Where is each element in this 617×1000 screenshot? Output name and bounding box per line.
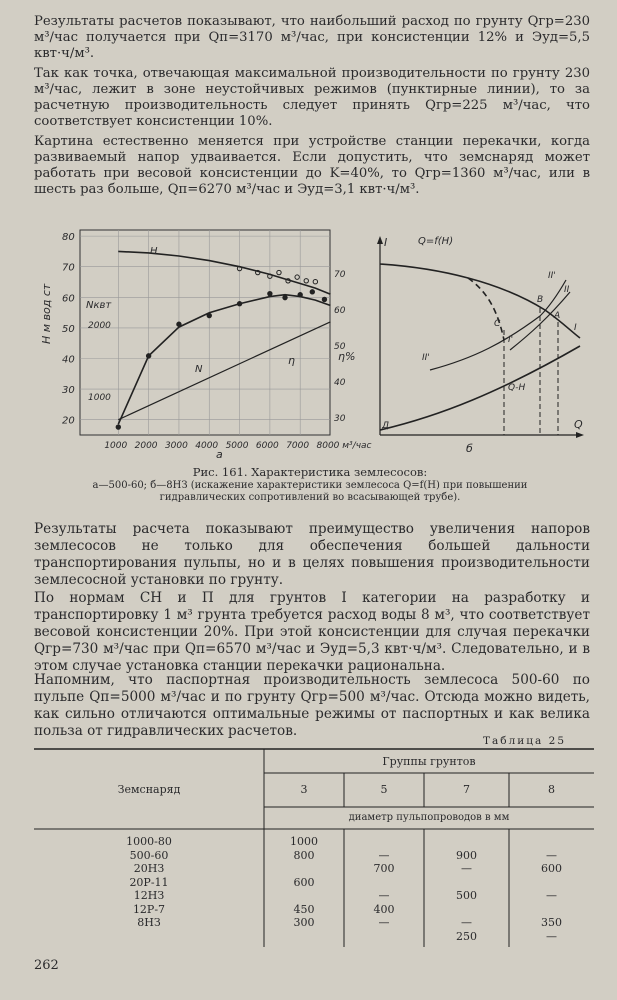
label-q-h: Q-H — [508, 383, 526, 393]
table-cell-g7: — — [461, 916, 472, 929]
chart-b-sublabel: б — [466, 442, 473, 455]
table-cell-g3: 800 — [293, 848, 315, 862]
h-curve-label: Н — [150, 246, 158, 257]
eta-data-point — [116, 425, 120, 429]
eta-data-point — [283, 295, 287, 299]
label-d: Д — [382, 421, 390, 431]
paragraph-4: Результаты расчета показывают преимущество увеличения напоров землесосов не только для обеспечения большей дальности транспортирования пульпы, но и в целях повышения производительности землесосной установки по грунту. — [34, 521, 590, 588]
eta-tick-50: 50 — [334, 342, 346, 353]
table-cell-name: 20Р-11 — [129, 875, 169, 889]
table-cell-g3: 300 — [293, 916, 315, 929]
table-cell-g8: — — [546, 889, 557, 902]
table-cell-g3: 600 — [293, 875, 315, 889]
y-arrow-icon — [377, 236, 383, 244]
eta-curve-label: η — [288, 354, 295, 367]
eta-data-point — [207, 313, 211, 317]
h-data-point — [304, 279, 308, 283]
y-tick-50: 50 — [62, 323, 75, 335]
eta-data-point — [298, 293, 302, 297]
label-c: C — [494, 319, 501, 329]
table-cell-g5: — — [378, 916, 390, 929]
x-tick-6: 7000 — [286, 441, 310, 451]
label-i: I — [574, 323, 577, 333]
y-tick-20: 20 — [62, 415, 75, 427]
chart-a-sublabel: а — [216, 448, 223, 461]
group-5: 5 — [380, 783, 388, 796]
lower-curve — [380, 346, 580, 430]
label-ii-prime-top: II' — [548, 271, 556, 281]
n-curve — [118, 322, 330, 420]
h-data-point — [295, 275, 299, 279]
eta-data-point — [146, 354, 150, 358]
table-cell-g8: — — [546, 929, 557, 943]
y-tick-80: 80 — [62, 232, 75, 244]
table-cell-g5: 400 — [373, 902, 395, 916]
table-cell-g7: 250 — [456, 929, 477, 943]
eta-tick-70: 70 — [334, 270, 346, 281]
eta-data-point — [310, 290, 314, 294]
chart-b — [370, 230, 595, 470]
n-tick-2000: 2000 — [88, 321, 111, 331]
table-cell-g3: 450 — [293, 902, 315, 916]
x-arrow-icon — [576, 432, 584, 438]
group-8: 8 — [548, 783, 555, 796]
x-tick-0: 1000 — [104, 441, 128, 451]
table-cell-g8: 350 — [541, 916, 562, 929]
paragraph-3: Картина естественно меняется при устройстве станции перекачки, когда развиваемый напор удваивается. Если допустить, что земснаряд может работать при весовой консистенции до K=40%, то Qгр=1360 м³/час, или в шесть раз больше, Qп=6270 м³/час и Эуд=3,1 квт·ч/м³. — [34, 134, 590, 197]
y-axis-label: Н м вод ст — [40, 283, 53, 344]
table-cell-g7: 500 — [456, 889, 477, 902]
eta-tick-40: 40 — [334, 378, 346, 389]
table-cell-g5: — — [378, 889, 390, 902]
eta-data-point — [268, 291, 272, 295]
group-7: 7 — [463, 783, 470, 796]
table-cell-name: 20НЗ — [133, 862, 165, 875]
chart-b-title: Q=f(H) — [418, 236, 454, 247]
col-dredger-header: Земснаряд — [117, 783, 181, 796]
x-tick-1: 2000 — [134, 441, 158, 451]
table-cell-g7: 900 — [456, 848, 477, 862]
n-curve-label: N — [195, 364, 203, 375]
sub-header: диаметр пульпопроводов в мм — [348, 812, 510, 823]
y-tick-30: 30 — [62, 385, 75, 397]
y-tick-40: 40 — [62, 354, 75, 366]
label-a: A — [554, 311, 561, 321]
page-number: 262 — [34, 958, 59, 973]
table-label: Таблица 25 — [483, 735, 566, 747]
table-cell-name: 12Р-7 — [132, 902, 166, 916]
x-tick-5: 6000 — [255, 441, 279, 451]
figure-caption-title: Рис. 161. Характеристика землесосов: — [192, 465, 428, 479]
figure-caption-body: а—500-60; б—8НЗ (искажение характеристики землесоса Q=f(H) при повышении гидравлических сопротивлений во всасывающей трубе). — [92, 480, 528, 503]
eta-data-point — [237, 302, 241, 306]
paragraph-5: По нормам СН и П для грунтов I категории на разработку и транспортировку 1 м³ грунта требуется расход воды 8 м³, что соответствует весовой консистенции 20%. При этой консистенции для случая перекачки Qгр=730 м³/час при Qп=6570 м³/час и Эуд=5,3 квт·ч/м³. Следовательно, и в этом случае установка станции перекачки рациональна. — [34, 590, 590, 674]
label-ii-prime: II' — [422, 353, 430, 363]
eta-tick-60: 60 — [334, 306, 346, 317]
x-tick-3: 4000 — [195, 441, 219, 451]
eta-tick-30: 30 — [334, 414, 346, 425]
table-cell-g8: — — [546, 848, 557, 862]
group-header: Группы грунтов — [382, 755, 476, 768]
paragraph-1: Результаты расчетов показывают, что наибольший расход по грунту Qгр=230 м³/час получается при Qп=3170 м³/час, при консистенции 12% и Эуд=5,5 квт·ч/м³. — [34, 14, 590, 61]
eta-data-point — [177, 322, 181, 326]
y-tick-70: 70 — [62, 262, 75, 274]
h-data-point — [313, 280, 317, 284]
y-label: I — [384, 236, 388, 249]
table-cell-g5: — — [378, 848, 390, 862]
label-ii: II — [564, 285, 570, 295]
table-cell-g8: 600 — [541, 862, 562, 875]
h-curve — [118, 251, 330, 294]
paragraph-2: Так как точка, отвечающая максимальной производительности по грунту 230 м³/час, лежит в зоне неустойчивых режимов (пунктирные линии), то за расчетную производительность следует принять Qгр=225 м³/час, что соответствует консистенции 10%. — [34, 66, 590, 129]
table-cell-name: 12НЗ — [133, 889, 165, 902]
paragraph-6: Напомним, что паспортная производительность землесоса 500-60 по пульпе Qп=5000 м³/час и по грунту Qгр=500 м³/час. Отсюда можно видеть, как сильно отличаются оптимальные режимы от паспортных и как велика польза от гидравлических расчетов. — [34, 672, 590, 739]
table-cell-g3: 1000 — [290, 835, 318, 848]
x-tick-4: 5000 — [225, 441, 249, 451]
x-label: Q — [574, 418, 583, 431]
n-axis-title: Nквт — [86, 300, 112, 311]
chart-a — [40, 222, 372, 462]
table-cell-name: 500-60 — [129, 848, 169, 862]
table-cell-name: 8НЗ — [137, 916, 161, 929]
n-tick-1000: 1000 — [88, 393, 111, 403]
x-tick-7: 8000 м³/час — [316, 441, 372, 451]
eta-data-point — [322, 297, 326, 301]
table-cell-g7: — — [461, 862, 472, 875]
table-cell-name: 1000-80 — [126, 835, 172, 848]
y-tick-60: 60 — [62, 293, 75, 305]
label-b: B — [537, 295, 544, 305]
label-i-prime: I' — [508, 335, 514, 345]
eta-axis-title: η% — [338, 350, 356, 363]
h-data-point — [277, 270, 281, 274]
x-tick-2: 3000 — [164, 441, 188, 451]
group-3: 3 — [300, 783, 308, 796]
table-cell-g5: 700 — [373, 862, 395, 875]
